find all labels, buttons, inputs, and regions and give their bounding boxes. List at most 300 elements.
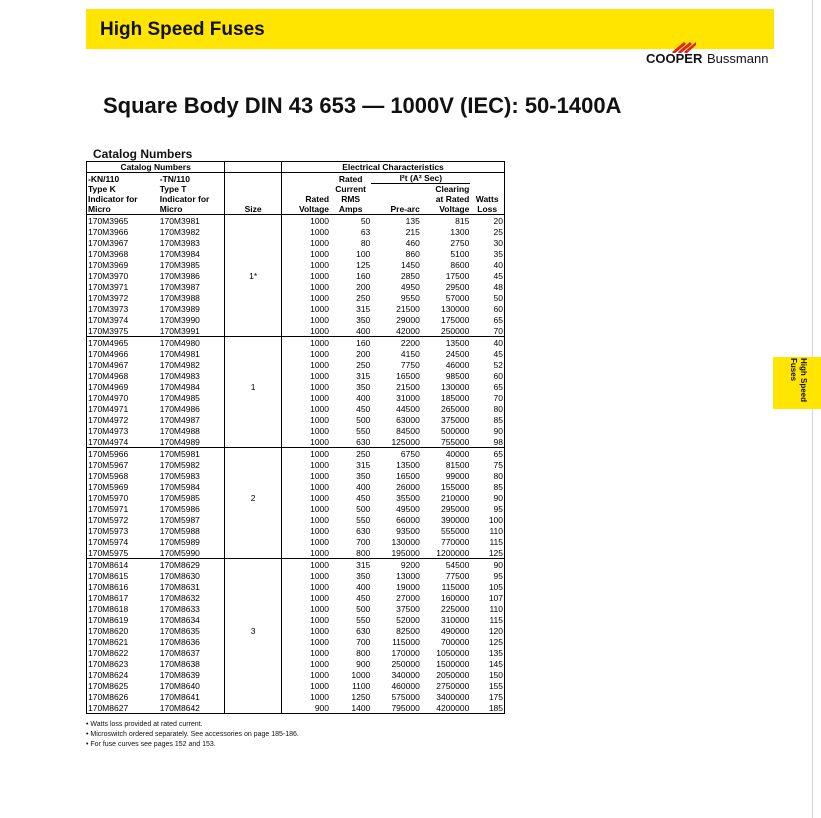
tn-catalog-cell: 170M4981 (159, 348, 225, 359)
current-cell: 500 (356, 503, 371, 514)
table-row (87, 414, 505, 425)
prearc-cell: 4150 (400, 348, 420, 359)
current-cell: 500 (356, 603, 371, 614)
prearc-cell: 575000 (391, 691, 420, 702)
kn-catalog-cell: 170M4974 (87, 436, 159, 448)
prearc-cell: 49500 (396, 503, 420, 514)
clearing-cell: 770000 (440, 536, 470, 547)
voltage-cell: 1000 (282, 625, 331, 636)
size-cell (225, 459, 282, 470)
table-row (87, 359, 505, 370)
watts-cell: 20 (493, 215, 503, 226)
prearc-cell: 7750 (400, 359, 420, 370)
voltage-cell: 1000 (282, 359, 331, 370)
watts-cell: 60 (493, 303, 503, 314)
table-row (87, 603, 505, 614)
kn-catalog-cell: 170M4972 (88, 414, 129, 425)
kn-catalog-cell: 170M8618 (88, 603, 129, 614)
tn-catalog-cell: 170M8641 (159, 691, 225, 702)
table-row (87, 680, 505, 691)
size-cell (225, 303, 282, 314)
watts-cell: 80 (493, 403, 503, 414)
clearing-cell: 2750000 (436, 680, 470, 691)
table-row (87, 325, 505, 337)
table-row (87, 669, 505, 680)
kn-catalog-cell: 170M4967 (88, 359, 129, 370)
prearc-cell: 26000 (396, 481, 420, 492)
tn-catalog-cell: 170M3986 (159, 270, 225, 281)
table-row (87, 436, 505, 448)
tn-catalog-cell: 170M8629 (159, 559, 225, 571)
clearing-cell: 130000 (440, 381, 470, 392)
footnotes (86, 720, 299, 750)
voltage-cell: 1000 (282, 403, 331, 414)
table-row (87, 658, 505, 669)
tn-catalog-cell: 170M4982 (159, 359, 225, 370)
prearc-cell: 170000 (391, 647, 420, 658)
kn-catalog-cell: 170M8624 (88, 669, 129, 680)
prearc-cell: 340000 (391, 669, 420, 680)
current-cell: 550 (356, 425, 371, 436)
table-row (87, 314, 505, 325)
current-cell: 700 (356, 536, 371, 547)
size-cell (225, 325, 282, 337)
clearing-cell: 1200000 (421, 547, 471, 559)
voltage-cell: 1000 (282, 281, 331, 292)
voltage-cell: 1000 (282, 292, 331, 303)
tn-catalog-cell: 170M8639 (159, 669, 225, 680)
tn-catalog-cell: 170M3991 (159, 325, 225, 337)
table-row (87, 470, 505, 481)
clearing-cell: 375000 (440, 414, 470, 425)
table-row (87, 514, 505, 525)
voltage-cell: 1000 (282, 259, 331, 270)
table-row (87, 392, 505, 403)
current-cell: 315 (356, 559, 371, 570)
prearc-cell: 860 (405, 248, 420, 259)
prearc-cell: 215 (405, 226, 420, 237)
kn-catalog-cell: 170M8626 (88, 691, 129, 702)
tn-catalog-cell: 170M5990 (159, 547, 225, 559)
current-cell: 1250 (351, 691, 371, 702)
kn-catalog-cell: 170M3975 (87, 325, 159, 337)
kn-catalog-cell: 170M8620 (88, 625, 129, 636)
size-cell: 2 (250, 492, 256, 503)
voltage-cell: 1000 (282, 503, 331, 514)
prearc-cell: 6750 (400, 448, 420, 459)
size-cell (225, 281, 282, 292)
current-cell: 550 (356, 514, 371, 525)
col-kn-line2: Type K (88, 184, 116, 194)
kn-catalog-cell: 170M4973 (88, 425, 129, 436)
group-header-i2t: I²t (A² Sec) (371, 173, 470, 184)
watts-cell: 90 (493, 492, 503, 503)
tn-catalog-cell: 170M3988 (159, 292, 225, 303)
prearc-cell: 27000 (396, 592, 420, 603)
table-row (87, 525, 505, 536)
side-tab-line-2: Fuses (789, 358, 798, 382)
clearing-cell: 17500 (445, 270, 470, 281)
voltage-cell: 1000 (282, 481, 331, 492)
kn-catalog-cell: 170M3971 (88, 281, 129, 292)
tn-catalog-cell: 170M5981 (159, 448, 225, 460)
voltage-cell: 1000 (282, 237, 331, 248)
watts-cell: 50 (493, 292, 503, 303)
clearing-cell: 490000 (440, 625, 470, 636)
voltage-cell: 1000 (282, 381, 331, 392)
brand-subname: Bussmann (707, 51, 769, 66)
clearing-cell: 555000 (440, 525, 470, 536)
current-cell: 800 (330, 547, 371, 559)
clearing-cell: 160000 (440, 592, 470, 603)
current-cell: 630 (356, 525, 371, 536)
watts-cell: 48 (493, 281, 503, 292)
clearing-cell: 1050000 (436, 647, 470, 658)
prearc-cell: 84500 (396, 425, 420, 436)
size-cell (225, 647, 282, 658)
watts-cell: 98 (470, 436, 504, 448)
watts-cell: 85 (493, 481, 503, 492)
clearing-cell: 40000 (445, 448, 470, 459)
size-cell (225, 592, 282, 603)
voltage-cell: 1000 (282, 680, 331, 691)
brand-name: COOPER (646, 51, 703, 66)
watts-cell: 107 (488, 592, 503, 603)
prearc-cell: 37500 (396, 603, 420, 614)
watts-cell: 185 (470, 702, 504, 714)
watts-cell: 70 (493, 392, 503, 403)
col-current-line3: RMS (341, 194, 361, 204)
clearing-cell: 700000 (440, 636, 470, 647)
size-cell (225, 570, 282, 581)
side-tab-line-1: High Speed (799, 358, 808, 403)
tn-catalog-cell: 170M3984 (159, 248, 225, 259)
current-cell: 400 (356, 481, 371, 492)
watts-cell: 52 (493, 359, 503, 370)
prearc-cell: 9200 (400, 559, 420, 570)
tn-catalog-cell: 170M4980 (159, 337, 225, 349)
col-voltage-line2: Voltage (282, 204, 331, 215)
voltage-cell: 900 (282, 702, 331, 714)
current-cell: 1100 (352, 680, 371, 691)
table-row (87, 691, 505, 702)
voltage-cell: 1000 (282, 470, 331, 481)
table-row (87, 503, 505, 514)
col-clearing-line2: at Rated (435, 194, 470, 204)
watts-cell: 175 (488, 691, 503, 702)
tn-catalog-cell: 170M5988 (159, 525, 225, 536)
watts-cell: 110 (489, 525, 503, 536)
kn-catalog-cell: 170M5970 (88, 492, 129, 503)
clearing-cell: 265000 (440, 403, 470, 414)
kn-catalog-cell: 170M3970 (88, 270, 129, 281)
size-cell (225, 436, 282, 448)
table-row (87, 459, 505, 470)
clearing-cell: 99000 (445, 470, 470, 481)
col-current-line2: Current (335, 184, 366, 194)
tn-catalog-cell: 170M5986 (159, 503, 225, 514)
tn-catalog-cell: 170M5989 (159, 536, 225, 547)
clearing-cell: 2050000 (436, 669, 470, 680)
clearing-cell: 8600 (450, 259, 470, 270)
size-cell (225, 525, 282, 536)
table-row (87, 481, 505, 492)
table-row (87, 559, 505, 571)
kn-catalog-cell: 170M8615 (88, 570, 129, 581)
size-cell (225, 547, 282, 559)
clearing-cell: 98500 (445, 370, 470, 381)
tn-catalog-cell: 170M8632 (159, 592, 225, 603)
current-cell: 630 (356, 625, 371, 636)
tn-catalog-cell: 170M4983 (159, 370, 225, 381)
prearc-cell: 42000 (371, 325, 421, 337)
kn-catalog-cell: 170M5967 (88, 459, 129, 470)
table-row (87, 403, 505, 414)
watts-cell: 95 (493, 570, 503, 581)
watts-cell: 115 (489, 614, 503, 625)
size-cell (225, 514, 282, 525)
prearc-cell: 2850 (400, 270, 420, 281)
prearc-cell: 13000 (396, 570, 420, 581)
clearing-cell: 210000 (440, 492, 470, 503)
prearc-cell: 125000 (371, 436, 421, 448)
voltage-cell: 1000 (282, 314, 331, 325)
size-cell (225, 403, 282, 414)
clearing-cell: 175000 (440, 314, 470, 325)
table-row (87, 536, 505, 547)
table-row (87, 237, 505, 248)
size-cell (225, 237, 282, 248)
size-cell (225, 669, 282, 680)
size-cell (225, 370, 282, 381)
clearing-cell: 13500 (445, 337, 470, 348)
section-title: High Speed Fuses (100, 19, 265, 40)
clearing-cell: 3400000 (436, 691, 470, 702)
current-cell: 1000 (351, 669, 371, 680)
kn-catalog-cell: 170M5966 (88, 448, 129, 459)
kn-catalog-cell: 170M5974 (88, 536, 129, 547)
prearc-cell: 19000 (396, 581, 420, 592)
size-cell (225, 359, 282, 370)
voltage-cell: 1000 (282, 547, 331, 559)
watts-cell: 120 (488, 625, 503, 636)
table-row (87, 248, 505, 259)
clearing-cell: 155000 (440, 481, 470, 492)
current-cell: 700 (356, 636, 371, 647)
current-cell: 80 (360, 237, 371, 248)
clearing-cell: 295000 (440, 503, 470, 514)
table-row (87, 570, 505, 581)
footnote-2: • Microswitch ordered separately. See accessories on page 185-186. (86, 731, 299, 738)
table-row (87, 259, 505, 270)
tn-catalog-cell: 170M5985 (159, 492, 225, 503)
watts-cell: 65 (493, 448, 503, 459)
kn-catalog-cell: 170M5969 (88, 481, 129, 492)
voltage-cell: 1000 (282, 691, 331, 702)
tn-catalog-cell: 170M3985 (159, 259, 225, 270)
col-kn-line3: Indicator for (88, 194, 138, 204)
side-tab[interactable] (773, 357, 821, 409)
prearc-cell: 4950 (400, 281, 420, 292)
table-row (87, 448, 505, 460)
kn-catalog-cell: 170M3965 (88, 215, 129, 226)
current-cell: 350 (356, 570, 371, 581)
kn-catalog-cell: 170M5971 (88, 503, 129, 514)
voltage-cell: 1000 (282, 570, 331, 581)
voltage-cell: 1000 (282, 248, 331, 259)
kn-catalog-cell: 170M5968 (88, 470, 129, 481)
voltage-cell: 1000 (282, 525, 331, 536)
table-row (87, 647, 505, 658)
watts-cell: 145 (488, 658, 503, 669)
clearing-cell: 310000 (440, 614, 470, 625)
current-cell: 315 (356, 303, 371, 314)
col-watts-line1: Watts (475, 194, 499, 204)
clearing-cell: 81500 (445, 459, 470, 470)
kn-catalog-cell: 170M8623 (88, 658, 129, 669)
current-cell: 315 (356, 370, 371, 381)
watts-cell: 25 (493, 226, 503, 237)
side-tab-label (784, 358, 808, 408)
prearc-cell: 795000 (371, 702, 421, 714)
current-cell: 550 (356, 614, 371, 625)
kn-catalog-cell: 170M3966 (88, 226, 129, 237)
tn-catalog-cell: 170M3983 (159, 237, 225, 248)
watts-cell: 155 (488, 680, 503, 691)
tn-catalog-cell: 170M3987 (159, 281, 225, 292)
tn-catalog-cell: 170M3990 (159, 314, 225, 325)
watts-cell: 65 (493, 314, 503, 325)
table-row (87, 581, 505, 592)
tn-catalog-cell: 170M4985 (159, 392, 225, 403)
current-cell: 800 (356, 647, 371, 658)
tn-catalog-cell: 170M3982 (159, 226, 225, 237)
voltage-cell: 1000 (282, 215, 331, 227)
table-row (87, 370, 505, 381)
page-title: Square Body DIN 43 653 — 1000V (IEC): 50-1400A (103, 93, 622, 118)
voltage-cell: 1000 (282, 337, 331, 349)
group-header-electrical: Electrical Characteristics (282, 162, 505, 173)
watts-cell: 100 (488, 514, 503, 525)
watts-cell: 45 (493, 270, 503, 281)
kn-catalog-cell: 170M4969 (88, 381, 129, 392)
prearc-cell: 460000 (391, 680, 420, 691)
tn-catalog-cell: 170M4986 (159, 403, 225, 414)
kn-catalog-cell: 170M8619 (88, 614, 129, 625)
group-header-catalog: Catalog Numbers (87, 162, 225, 173)
size-cell (225, 448, 282, 460)
clearing-cell: 46000 (445, 359, 470, 370)
tn-catalog-cell: 170M4987 (159, 414, 225, 425)
tn-catalog-cell: 170M4984 (159, 381, 225, 392)
size-header-spacer (225, 162, 282, 173)
voltage-cell: 1000 (282, 647, 331, 658)
tn-catalog-cell: 170M8638 (159, 658, 225, 669)
clearing-cell: 1300 (450, 226, 470, 237)
table-row (87, 702, 505, 714)
voltage-cell: 1000 (282, 226, 331, 237)
current-cell: 250 (356, 359, 371, 370)
current-cell: 315 (356, 459, 371, 470)
size-cell (225, 215, 282, 227)
table-caption: Catalog Numbers (93, 147, 193, 161)
watts-cell: 40 (493, 337, 503, 348)
kn-catalog-cell: 170M3968 (88, 248, 129, 259)
prearc-cell: 21500 (396, 303, 420, 314)
watts-cell: 115 (489, 536, 503, 547)
tn-catalog-cell: 170M3981 (159, 215, 225, 227)
table-row (87, 492, 505, 503)
clearing-cell: 1500000 (436, 658, 470, 669)
size-cell (225, 658, 282, 669)
table-row (87, 303, 505, 314)
size-cell (225, 425, 282, 436)
tn-catalog-cell: 170M8640 (159, 680, 225, 691)
size-cell (225, 314, 282, 325)
size-cell (225, 259, 282, 270)
voltage-cell: 1000 (282, 514, 331, 525)
clearing-cell: 185000 (440, 392, 470, 403)
col-tn-line1: -TN/110 (159, 173, 225, 184)
size-cell (225, 414, 282, 425)
tn-catalog-cell: 170M8630 (159, 570, 225, 581)
voltage-cell: 1000 (282, 559, 331, 571)
prearc-cell: 195000 (371, 547, 421, 559)
voltage-cell: 1000 (282, 536, 331, 547)
size-cell (225, 503, 282, 514)
prearc-cell: 21500 (396, 381, 420, 392)
prearc-cell: 13500 (396, 459, 420, 470)
clearing-cell: 115000 (441, 581, 470, 592)
current-cell: 400 (330, 325, 371, 337)
watts-cell: 110 (489, 603, 503, 614)
current-cell: 250 (356, 448, 371, 459)
size-cell (225, 559, 282, 571)
col-kn-line1: -KN/110 (88, 173, 120, 184)
watts-cell: 40 (493, 259, 503, 270)
current-cell: 350 (356, 470, 371, 481)
current-cell: 500 (356, 414, 371, 425)
size-cell (225, 337, 282, 349)
voltage-cell: 1000 (282, 492, 331, 503)
clearing-cell: 54500 (445, 559, 470, 570)
current-cell: 350 (356, 381, 371, 392)
voltage-cell: 1000 (282, 636, 331, 647)
voltage-cell: 1000 (282, 348, 331, 359)
voltage-cell: 1000 (282, 459, 331, 470)
current-cell: 50 (360, 215, 371, 226)
clearing-cell: 755000 (421, 436, 471, 448)
clearing-cell: 4200000 (421, 702, 471, 714)
current-cell: 450 (356, 592, 371, 603)
kn-catalog-cell: 170M3972 (88, 292, 129, 303)
tn-catalog-cell: 170M5983 (159, 470, 225, 481)
clearing-cell: 77500 (445, 570, 470, 581)
current-cell: 200 (356, 348, 371, 359)
voltage-cell: 1000 (282, 436, 331, 448)
voltage-cell: 1000 (282, 669, 331, 680)
clearing-cell: 24500 (445, 348, 470, 359)
prearc-cell: 52000 (396, 614, 420, 625)
table-row (87, 381, 505, 392)
table-row (87, 215, 505, 227)
voltage-cell: 1000 (282, 270, 331, 281)
clearing-cell: 390000 (440, 514, 470, 525)
watts-cell: 90 (493, 425, 503, 436)
prearc-cell: 63000 (396, 414, 420, 425)
voltage-cell: 1000 (282, 658, 331, 669)
voltage-cell: 1000 (282, 370, 331, 381)
